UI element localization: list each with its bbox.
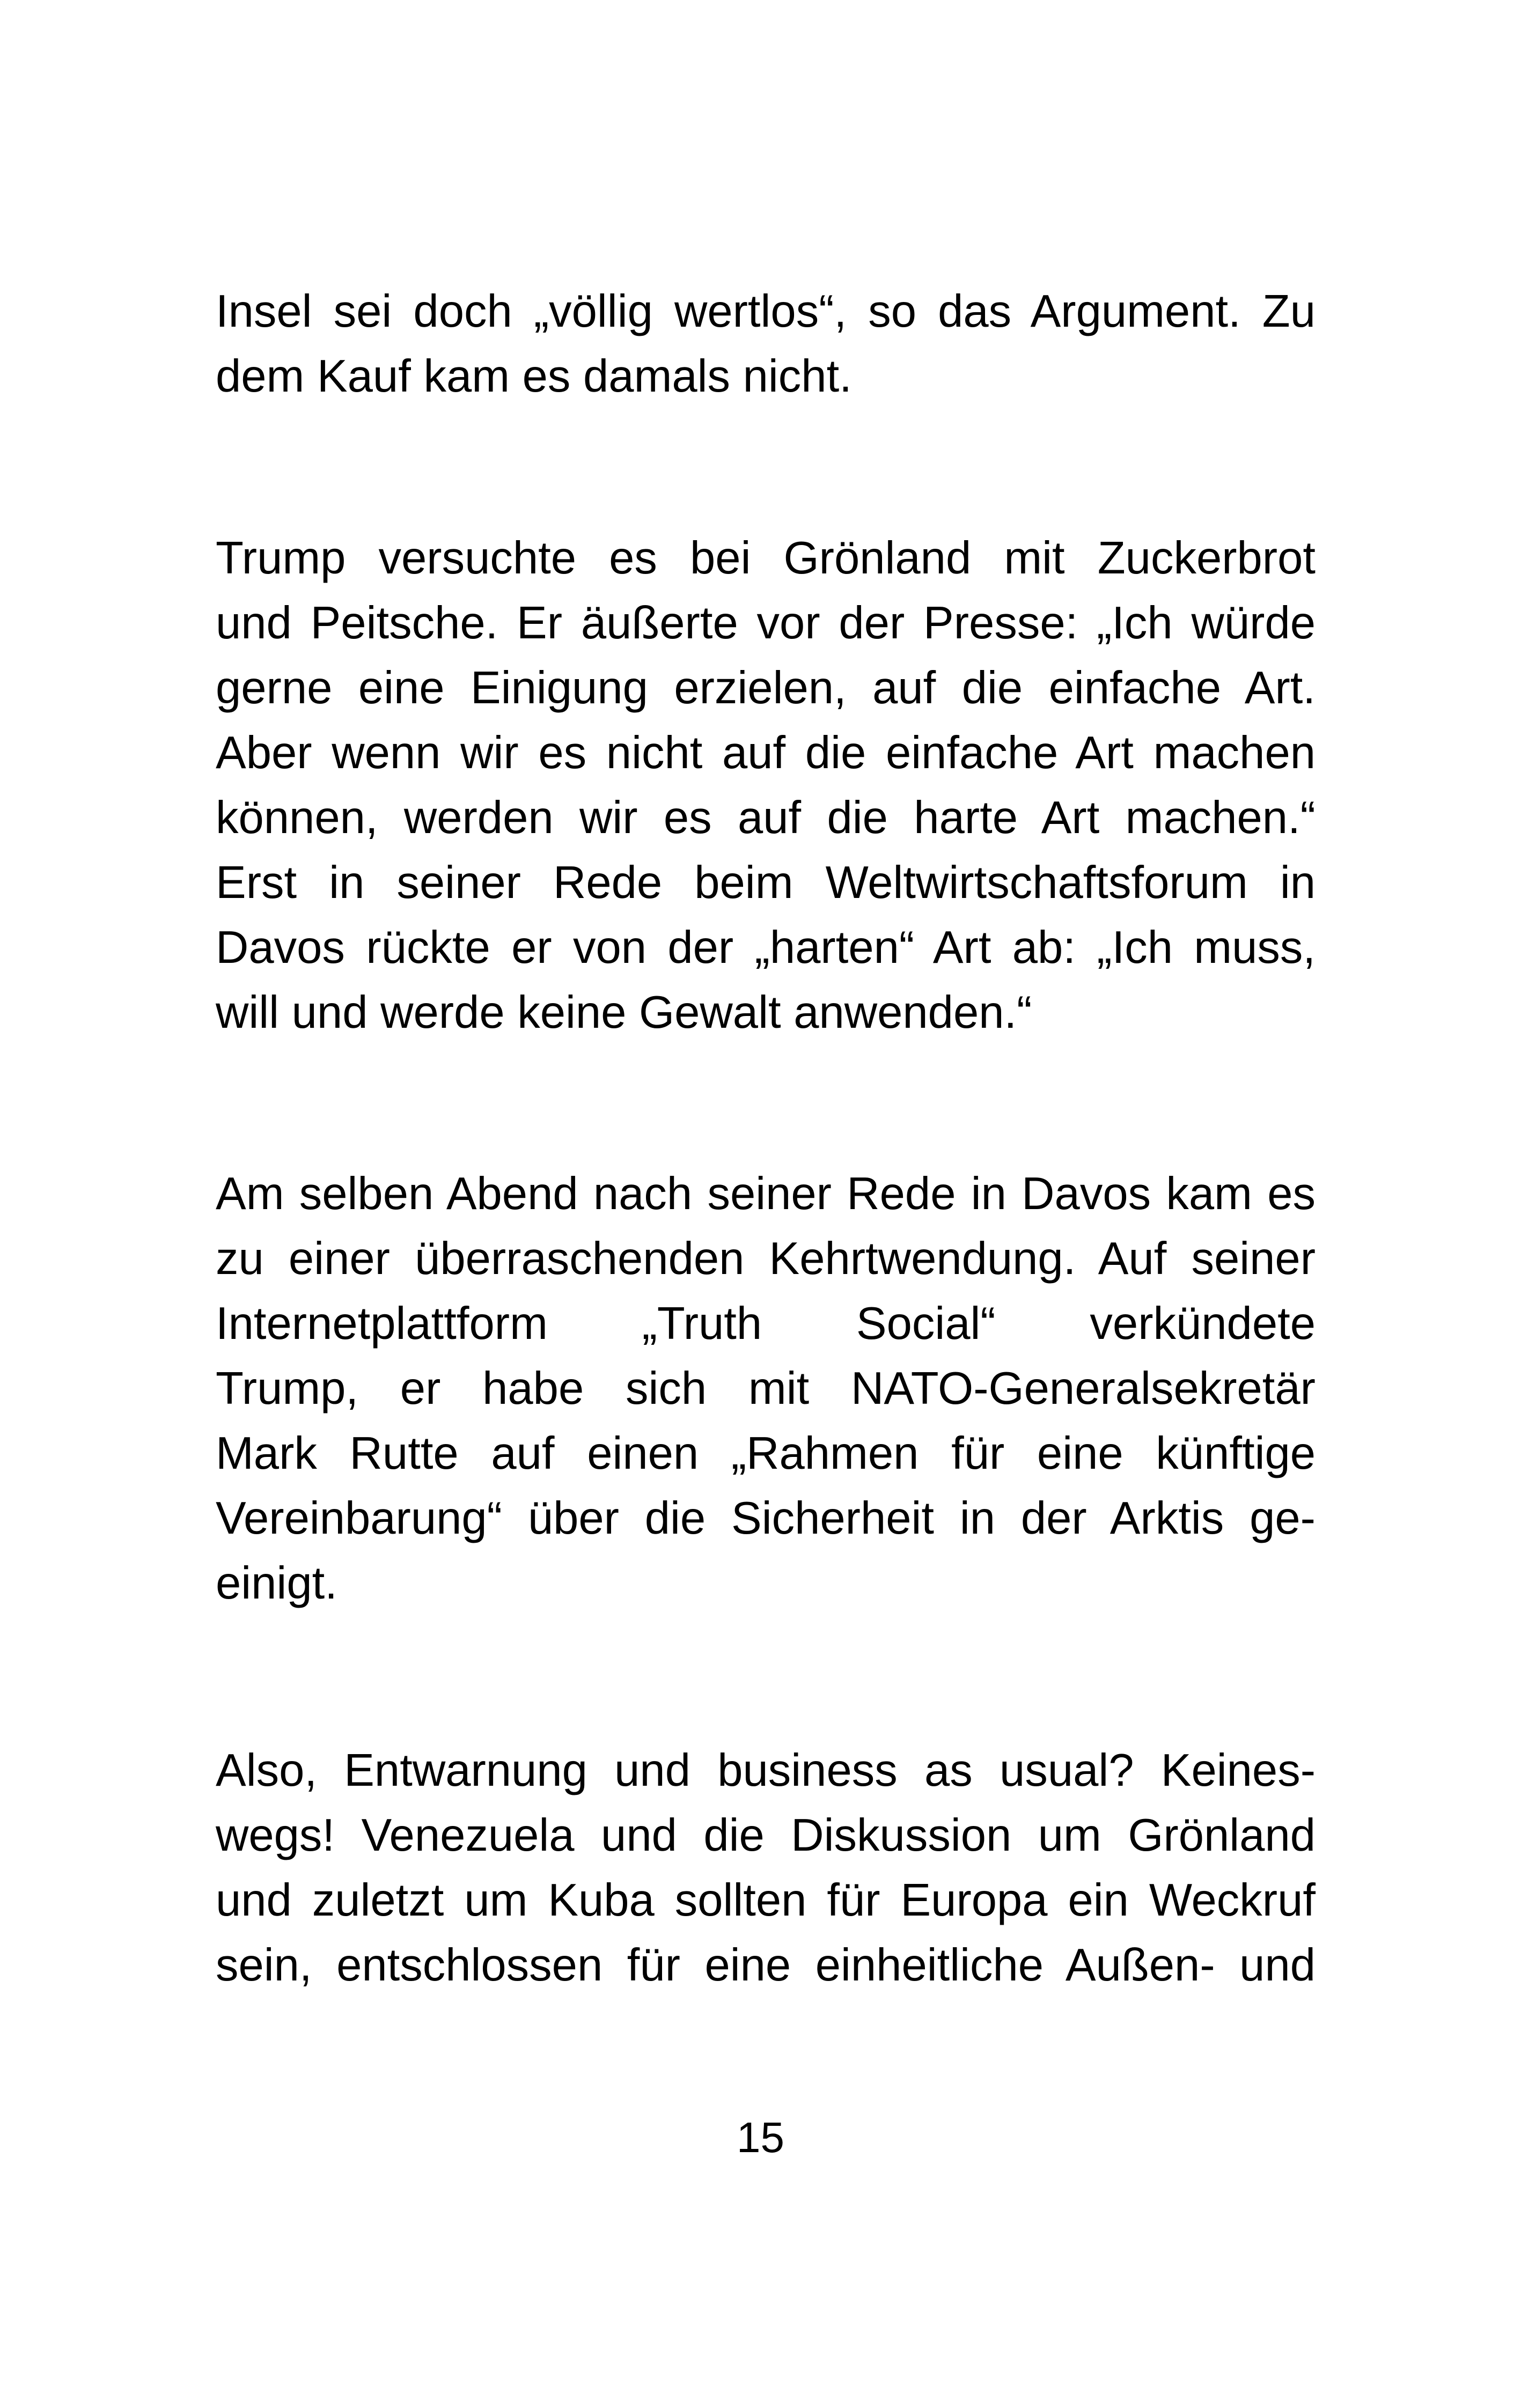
text-line: und Peitsche. Er äußerte vor der Presse: „Ich würde	[216, 598, 1316, 649]
text-line: sein, entschlossen für eine einheitliche Außen- und	[216, 1940, 1316, 1991]
text-line: dem Kauf kam es damals nicht.	[216, 351, 852, 402]
text-line: Internetplattform „Truth Social“ verkündete	[216, 1298, 1316, 1349]
text-line: Aber wenn wir es nicht auf die einfache Art machen	[216, 727, 1316, 778]
text-line: Trump versuchte es bei Grönland mit Zuckerbrot	[216, 533, 1316, 584]
paragraph-2	[216, 526, 1316, 1045]
text-line: wegs! Venezuela und die Diskussion um Grönland	[216, 1810, 1316, 1861]
text-line: Trump, er habe sich mit NATO-Generalsekretär	[216, 1363, 1316, 1414]
text-line: Erst in seiner Rede beim Weltwirtschaftsforum in	[216, 857, 1316, 908]
paragraph-1	[216, 279, 1316, 409]
text-line: Davos rückte er von der „harten“ Art ab: „Ich muss,	[216, 922, 1316, 973]
paragraph-3	[216, 1161, 1316, 1616]
text-line: Mark Rutte auf einen „Rahmen für eine künftige	[216, 1428, 1316, 1479]
text-line: einigt.	[216, 1558, 337, 1609]
text-line: können, werden wir es auf die harte Art machen.“	[216, 792, 1316, 843]
text-line: Am selben Abend nach seiner Rede in Davos kam es	[216, 1168, 1316, 1219]
text-line: will und werde keine Gewalt anwenden.“	[216, 987, 1032, 1038]
text-line: und zuletzt um Kuba sollten für Europa ein Weckruf	[216, 1875, 1316, 1926]
page-number: 15	[737, 2114, 784, 2161]
text-line: zu einer überraschenden Kehrtwendung. Auf seiner	[216, 1233, 1316, 1284]
paragraph-4	[216, 1738, 1316, 1998]
text-line: Vereinbarung“ über die Sicherheit in der Arktis ge-	[216, 1493, 1316, 1544]
text-line: Also, Entwarnung und business as usual? Keines-	[216, 1745, 1316, 1796]
text-line: gerne eine Einigung erzielen, auf die einfache Art.	[216, 662, 1316, 713]
text-line: Insel sei doch „völlig wertlos“, so das Argument. Zu	[216, 286, 1316, 337]
